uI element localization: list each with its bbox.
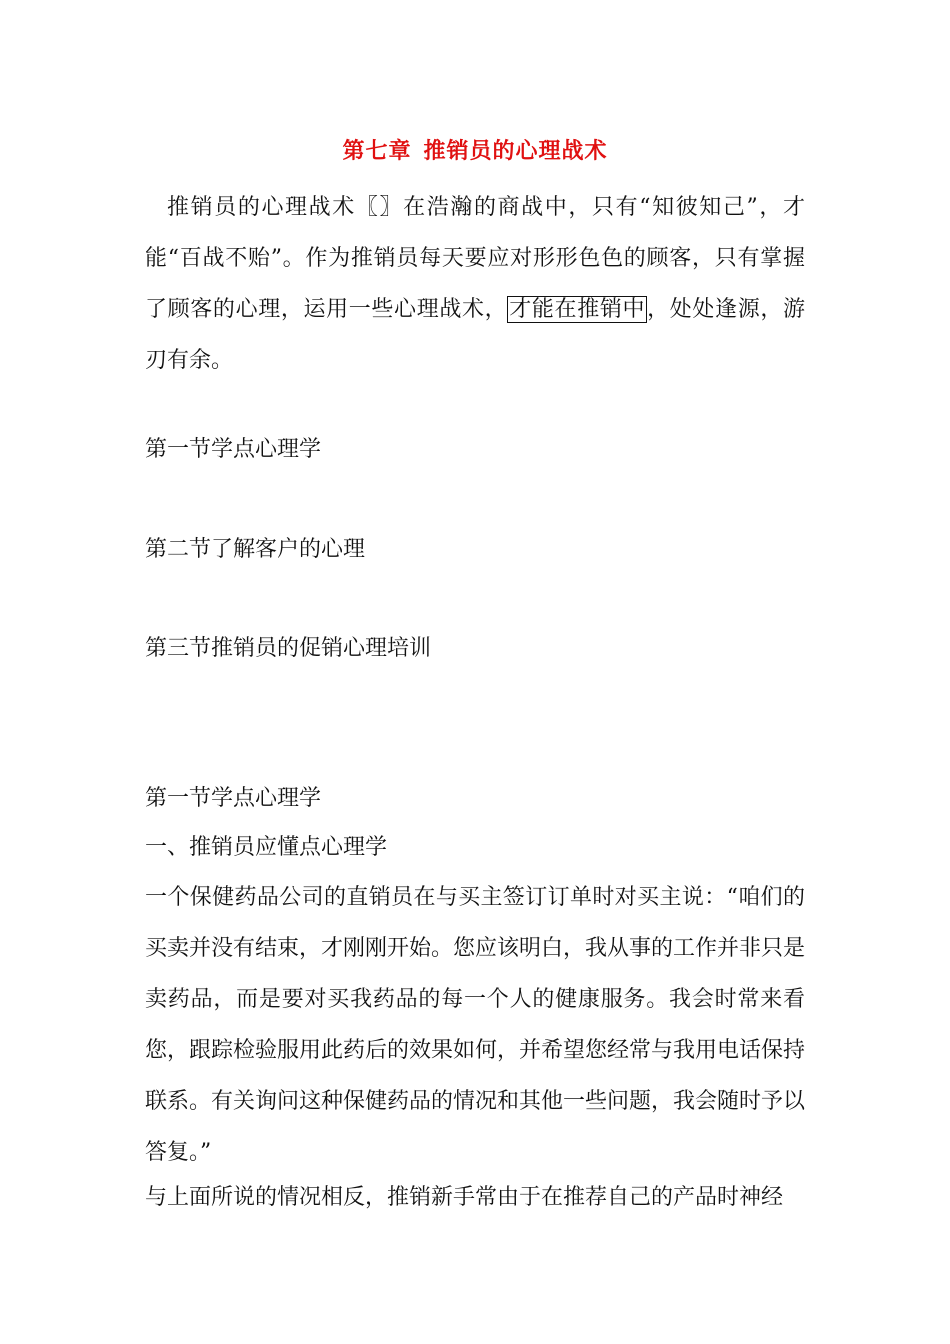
chapter-title xyxy=(0,136,950,166)
subsection-title: 一、推销员应懂点心理学 xyxy=(145,835,388,860)
chapter-number: 第七章 xyxy=(342,138,412,164)
section-title: 第一节学点心理学 xyxy=(145,786,322,811)
intro-text-end: ，处处逢源，游刃有余。 xyxy=(145,297,805,373)
toc-item-1: 第一节学点心理学 xyxy=(145,437,322,462)
body-paragraph-1: 一个保健药品公司的直销员在与买主签订订单时对买主说：“咱们的买卖并没有结束，才刚刚开始。您应该明白，我从事的工作并非只是卖药品，而是要对买我药品的每一个人的健康服务。我会时常来看您，跟踪检验服用此药后的效果如何，并希望您经常与我用电话保持联系。有关询问这种保健药品的情况和其他一些问题，我会随时予以答复。” xyxy=(145,885,806,1165)
boxed-phrase: 才能在推销中 xyxy=(509,297,646,322)
toc-item-3: 第三节推销员的促销心理培训 xyxy=(145,636,432,661)
intro-text: 推销员的心理战术〖〗在浩瀚的商战中，只有“知彼知己”，才能“百战不贻”。作为推销员每天要应对形形色色的顾客，只有掌握了顾客的心理，运用一些心理战术， xyxy=(145,195,805,322)
toc-item-2: 第二节了解客户的心理 xyxy=(145,537,366,562)
chapter-name: 推销员的心理战术 xyxy=(423,138,608,164)
body-paragraph-2: 与上面所说的情况相反，推销新手常由于在推荐自己的产品时神经 xyxy=(145,1185,784,1210)
intro-paragraph xyxy=(145,182,805,386)
